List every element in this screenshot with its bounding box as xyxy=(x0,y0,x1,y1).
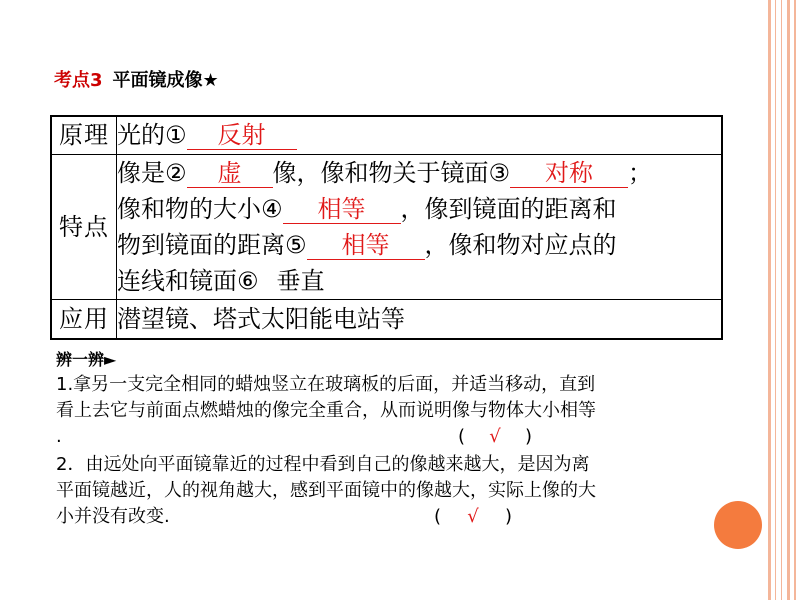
answer-blank: 对称 xyxy=(510,159,628,188)
answer-blank: 相等 xyxy=(283,195,401,224)
decor-stripe xyxy=(775,0,776,600)
content-line xyxy=(117,191,721,227)
paren-close: ) xyxy=(505,506,513,527)
text-segment: 像，像和物关于镜面③ xyxy=(272,158,511,187)
table-row xyxy=(51,154,722,299)
answer-text: 垂直 xyxy=(276,266,325,295)
section-heading xyxy=(54,68,219,94)
exercise-heading: 辨一辨► xyxy=(56,350,117,369)
answer-blank: 相等 xyxy=(307,231,425,260)
decor-stripe xyxy=(787,0,790,600)
content-line xyxy=(117,263,721,299)
text-segment: 连线和镜面⑥ xyxy=(117,266,259,295)
question-line: 平面镜越近，人的视角越大，感到平面镜中的像越大，实际上像的大 xyxy=(56,480,596,501)
row-content xyxy=(117,116,723,154)
question-1 xyxy=(56,372,736,450)
decor-stripe xyxy=(794,0,796,600)
decor-stripe xyxy=(781,0,782,600)
answer-blank: 虚 xyxy=(187,159,273,188)
paren-open: ( xyxy=(434,506,442,527)
text-segment: 物到镜面的距离⑤ xyxy=(117,230,307,259)
content-line xyxy=(117,155,721,191)
check-mark: √ xyxy=(467,506,479,527)
table-row xyxy=(51,116,722,154)
text-segment: . xyxy=(56,426,62,447)
table-row xyxy=(51,299,722,339)
paren-close: ) xyxy=(525,426,533,447)
question-line: 2．由远处向平面镜靠近的过程中看到自己的像越来越大，是因为离 xyxy=(56,454,590,475)
content-line xyxy=(117,227,721,263)
answer-blank: 反射 xyxy=(187,121,297,150)
section-title: 平面镜成像★ xyxy=(112,70,219,91)
row-label: 原理 xyxy=(51,116,117,154)
question-line: 看上去它与前面点燃蜡烛的像完全重合，从而说明像与物体大小相等 xyxy=(56,400,596,421)
text-segment: ，像和物对应点的 xyxy=(424,230,617,259)
row-label: 应用 xyxy=(51,299,117,339)
text-segment: ； xyxy=(628,158,653,187)
text-segment: 小并没有改变. xyxy=(56,506,170,527)
check-mark: √ xyxy=(489,426,501,447)
text-segment: 光的① xyxy=(117,121,187,150)
text-segment: ，像到镜面的距离和 xyxy=(400,194,617,223)
decor-stripe xyxy=(768,0,771,600)
text-segment: 像是② xyxy=(117,158,187,187)
summary-table xyxy=(50,115,723,340)
question-line xyxy=(56,504,736,530)
row-label: 特点 xyxy=(51,154,117,299)
row-content xyxy=(117,154,723,299)
question-line xyxy=(56,424,736,450)
point-number: 考点3 xyxy=(54,70,103,91)
text-segment: 像和物的大小④ xyxy=(117,194,283,223)
paren-open: ( xyxy=(458,426,466,447)
row-content: 潜望镜、塔式太阳能电站等 xyxy=(117,299,723,339)
question-line: 1.拿另一支完全相同的蜡烛竖立在玻璃板的后面，并适当移动，直到 xyxy=(56,374,596,395)
question-2 xyxy=(56,452,736,530)
